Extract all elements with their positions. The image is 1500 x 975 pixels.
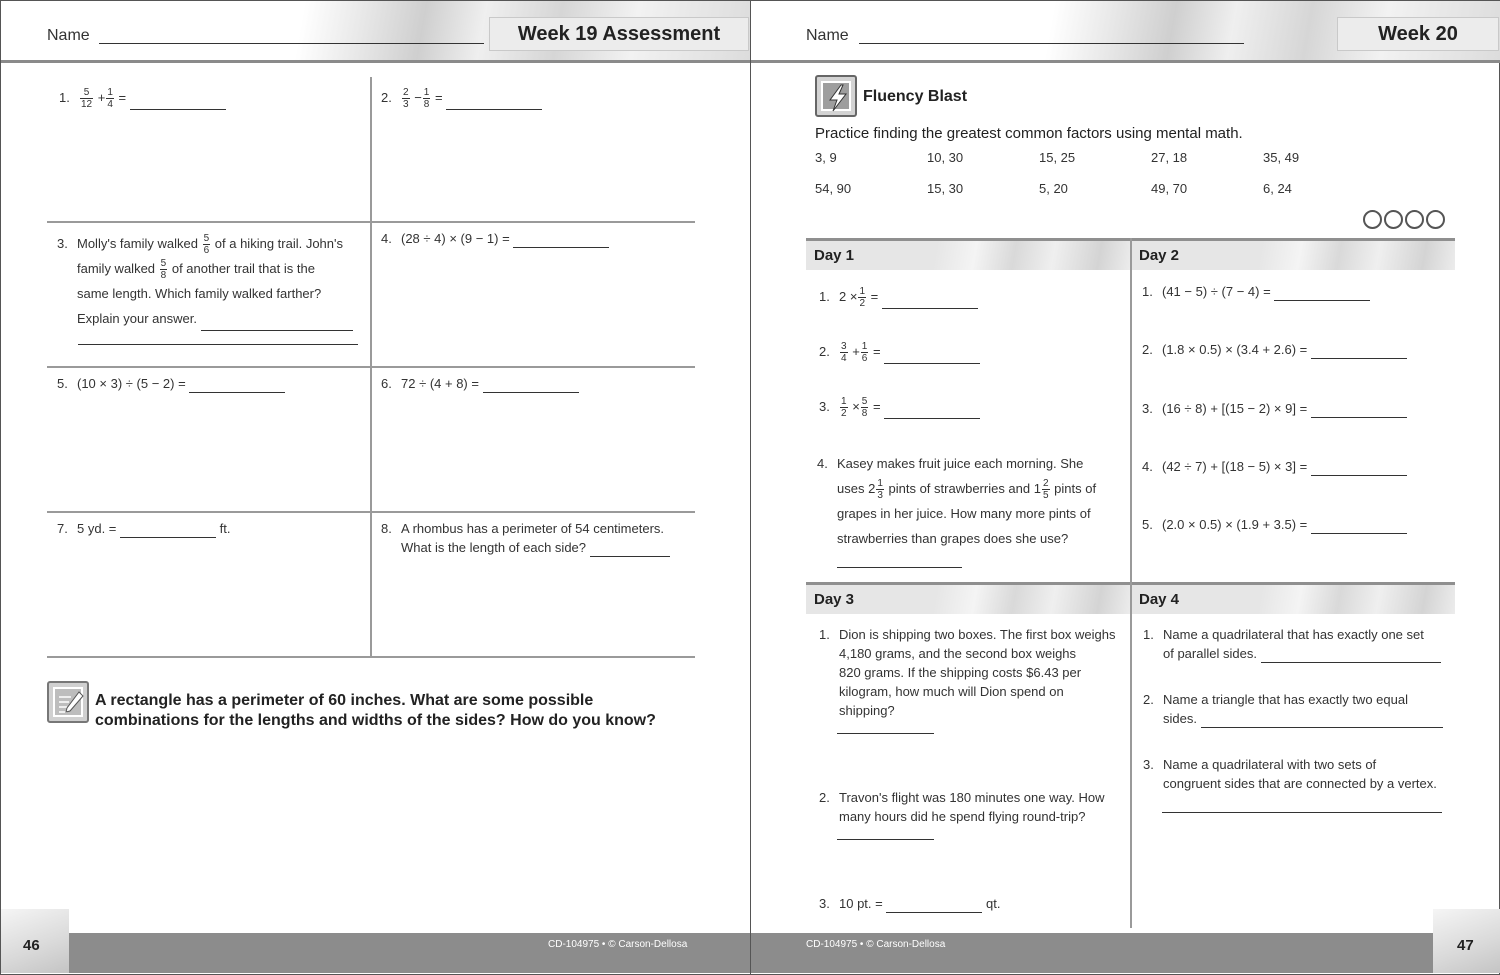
check-circle[interactable] <box>1384 210 1403 229</box>
fraction: $\frac{2}{5}$ <box>1042 478 1049 502</box>
answer-blank[interactable] <box>78 331 358 345</box>
fraction: $\frac{1}{6}$ <box>861 341 868 364</box>
fraction: $\frac{5}{8}$ <box>160 258 167 282</box>
answer-blank[interactable] <box>837 826 934 840</box>
left-page <box>1 1 751 975</box>
page-title: Week 20 <box>1337 17 1499 51</box>
gcf-pair: 27, 18 <box>1151 150 1188 165</box>
prompt-line: combinations for the lengths and widths of the sides? How do you know? <box>95 712 656 729</box>
day2-question-5: 5. (2.0 × 0.5) × (1.9 + 3.5) = <box>1142 515 1407 534</box>
gcf-pair: 15, 25 <box>1039 150 1076 165</box>
answer-blank[interactable] <box>837 554 962 568</box>
fraction: $\frac{1}{4}$ <box>107 87 113 110</box>
check-circle[interactable] <box>1363 210 1382 229</box>
fraction: $\frac{1}{2}$ <box>859 286 865 309</box>
answer-blank[interactable] <box>1311 520 1407 534</box>
day1-question-3: 3. $\frac{1}{2}$ × $\frac{5}{8}$ = <box>819 396 980 419</box>
grid-divider <box>1130 238 1132 928</box>
day4-question-2: 2. Name a triangle that has exactly two equal sides. <box>1143 690 1455 728</box>
check-circle[interactable] <box>1405 210 1424 229</box>
question-number: 8. <box>381 521 392 536</box>
answer-blank[interactable] <box>130 96 226 110</box>
day2-question-3: 3. (16 ÷ 8) + [(15 − 2) × 9] = <box>1142 399 1407 418</box>
grid-divider <box>47 511 695 513</box>
question-5: 5. (10 × 3) ÷ (5 − 2) = <box>57 374 285 393</box>
page-footer <box>751 909 1500 975</box>
question-7: 7. 5 yd. = ft. <box>57 521 231 536</box>
day4-question-1: 1. Name a quadrilateral that has exactly one set of parallel sides. <box>1143 625 1455 663</box>
fraction: $\frac{1}{8}$ <box>423 87 430 110</box>
page-footer <box>1 909 751 975</box>
name-label: Name <box>806 27 849 44</box>
gcf-pair: 35, 49 <box>1263 150 1300 165</box>
day3-question-1: 1. Dion is shipping two boxes. The first box weighs 4,180 grams, and the second box weighs 820 grams. If the shipping costs $6.43 per kilogram, how much will Dion spend on shipping? <box>819 627 1116 718</box>
page-number: 46 <box>23 937 40 954</box>
gcf-pair: 3, 9 <box>815 150 837 165</box>
answer-blank[interactable] <box>590 543 670 557</box>
day1-question-4: 4. Kasey makes fruit juice each morning. She uses 2 $\frac{1}{3}$ pints of strawberries and 1 $\frac{2}{5}$ pints of grapes in her juice. How many more pints of strawberries than grapes does she use? <box>817 456 1097 547</box>
gcf-pair: 10, 30 <box>927 150 964 165</box>
completion-circles <box>1363 210 1447 234</box>
answer-blank[interactable] <box>1311 345 1407 359</box>
name-line[interactable] <box>859 43 1244 44</box>
answer-blank[interactable] <box>1311 404 1407 418</box>
fraction: $\frac{1}{3}$ <box>877 478 883 502</box>
day1-question-1: 1. 2 × $\frac{1}{2}$ = <box>819 286 978 309</box>
answer-blank[interactable] <box>120 524 216 538</box>
right-page <box>751 1 1500 975</box>
day1-header: Day 1 <box>806 238 1130 270</box>
gcf-pair: 5, 20 <box>1039 181 1068 196</box>
question-number: 7. <box>57 521 68 536</box>
question-number: 6. <box>381 376 392 391</box>
gcf-pair: 15, 30 <box>927 181 964 196</box>
answer-blank[interactable] <box>1261 649 1441 663</box>
question-3: 3. Molly's family walked $\frac{5}{6}$ of a hiking trail. John's family walked $\frac{5}{8}$ of another trail that is the same length. Which family walked farther? Explain your answer. <box>57 231 367 331</box>
gcf-pair: 54, 90 <box>815 181 852 196</box>
day2-question-2: 2. (1.8 × 0.5) × (3.4 + 2.6) = <box>1142 340 1407 359</box>
footer-credit: CD-104975 • © Carson-Dellosa <box>806 939 946 950</box>
day2-question-1: 1. (41 − 5) ÷ (7 − 4) = <box>1142 282 1370 301</box>
day4-question-3: 3. Name a quadrilateral with two sets of congruent sides that are connected by a vertex. <box>1143 757 1437 791</box>
grid-divider <box>47 221 695 223</box>
answer-blank[interactable] <box>201 317 353 331</box>
answer-blank[interactable] <box>884 405 980 419</box>
page-title: Week 19 Assessment <box>489 17 749 51</box>
fraction: $\frac{3}{4}$ <box>841 341 847 364</box>
answer-blank[interactable] <box>882 295 978 309</box>
answer-blank[interactable] <box>189 379 285 393</box>
page-header <box>1 1 751 63</box>
fraction: $\frac{5}{8}$ <box>861 396 868 419</box>
answer-blank[interactable] <box>483 379 579 393</box>
fluency-instruction: Practice finding the greatest common factors using mental math. <box>815 125 1243 142</box>
question-1: 1. $\frac{5}{12}$ + $\frac{1}{4}$ = <box>59 87 226 110</box>
question-number: 3. <box>57 236 68 251</box>
answer-blank[interactable] <box>1311 462 1407 476</box>
fraction: $\frac{5}{12}$ <box>81 87 93 110</box>
fraction: $\frac{2}{3}$ <box>403 87 409 110</box>
day2-question-4: 4. (42 ÷ 7) + [(18 − 5) × 3] = <box>1142 457 1407 476</box>
day1-question-2: 2. $\frac{3}{4}$ + $\frac{1}{6}$ = <box>819 341 980 364</box>
question-8: 8. A rhombus has a perimeter of 54 centimeters. What is the length of each side? <box>381 519 670 557</box>
day2-header: Day 2 <box>1131 238 1455 270</box>
day3-question-2: 2. Travon's flight was 180 minutes one way. How many hours did he spend flying round-trip? <box>819 790 1105 824</box>
fraction: $\frac{1}{2}$ <box>841 396 847 419</box>
question-number: 5. <box>57 376 68 391</box>
lightning-icon <box>815 75 857 117</box>
page-header <box>751 1 1500 63</box>
answer-blank[interactable] <box>446 96 542 110</box>
prompt-line: A rectangle has a perimeter of 60 inches. What are some possible <box>95 692 594 709</box>
fraction: $\frac{5}{6}$ <box>203 233 210 257</box>
day3-question-3: 3. 10 pt. = qt. <box>819 896 1001 911</box>
question-number: 4. <box>381 231 392 246</box>
pencil-paper-icon <box>47 681 89 723</box>
answer-blank[interactable] <box>1162 799 1442 813</box>
day3-header: Day 3 <box>806 582 1130 614</box>
answer-blank[interactable] <box>1201 714 1443 728</box>
answer-blank[interactable] <box>884 350 980 364</box>
question-2: 2. $\frac{2}{3}$ − $\frac{1}{8}$ = <box>381 87 542 110</box>
answer-blank[interactable] <box>513 234 609 248</box>
answer-blank[interactable] <box>1274 287 1370 301</box>
day4-header: Day 4 <box>1131 582 1455 614</box>
fluency-title: Fluency Blast <box>863 88 968 105</box>
question-6: 6. 72 ÷ (4 + 8) = <box>381 374 579 393</box>
grid-divider <box>47 366 695 368</box>
question-number: 1. <box>59 89 70 105</box>
grid-divider <box>47 656 695 658</box>
name-line[interactable] <box>99 43 484 44</box>
page-number: 47 <box>1457 937 1474 954</box>
question-number: 2. <box>381 89 392 105</box>
check-circle[interactable] <box>1426 210 1445 229</box>
gcf-pair: 6, 24 <box>1263 181 1292 196</box>
question-4: 4. (28 ÷ 4) × (9 − 1) = <box>381 229 609 248</box>
footer-credit: CD-104975 • © Carson-Dellosa <box>548 939 688 950</box>
answer-blank[interactable] <box>837 720 934 734</box>
name-label: Name <box>47 27 90 44</box>
gcf-pair: 49, 70 <box>1151 181 1188 196</box>
